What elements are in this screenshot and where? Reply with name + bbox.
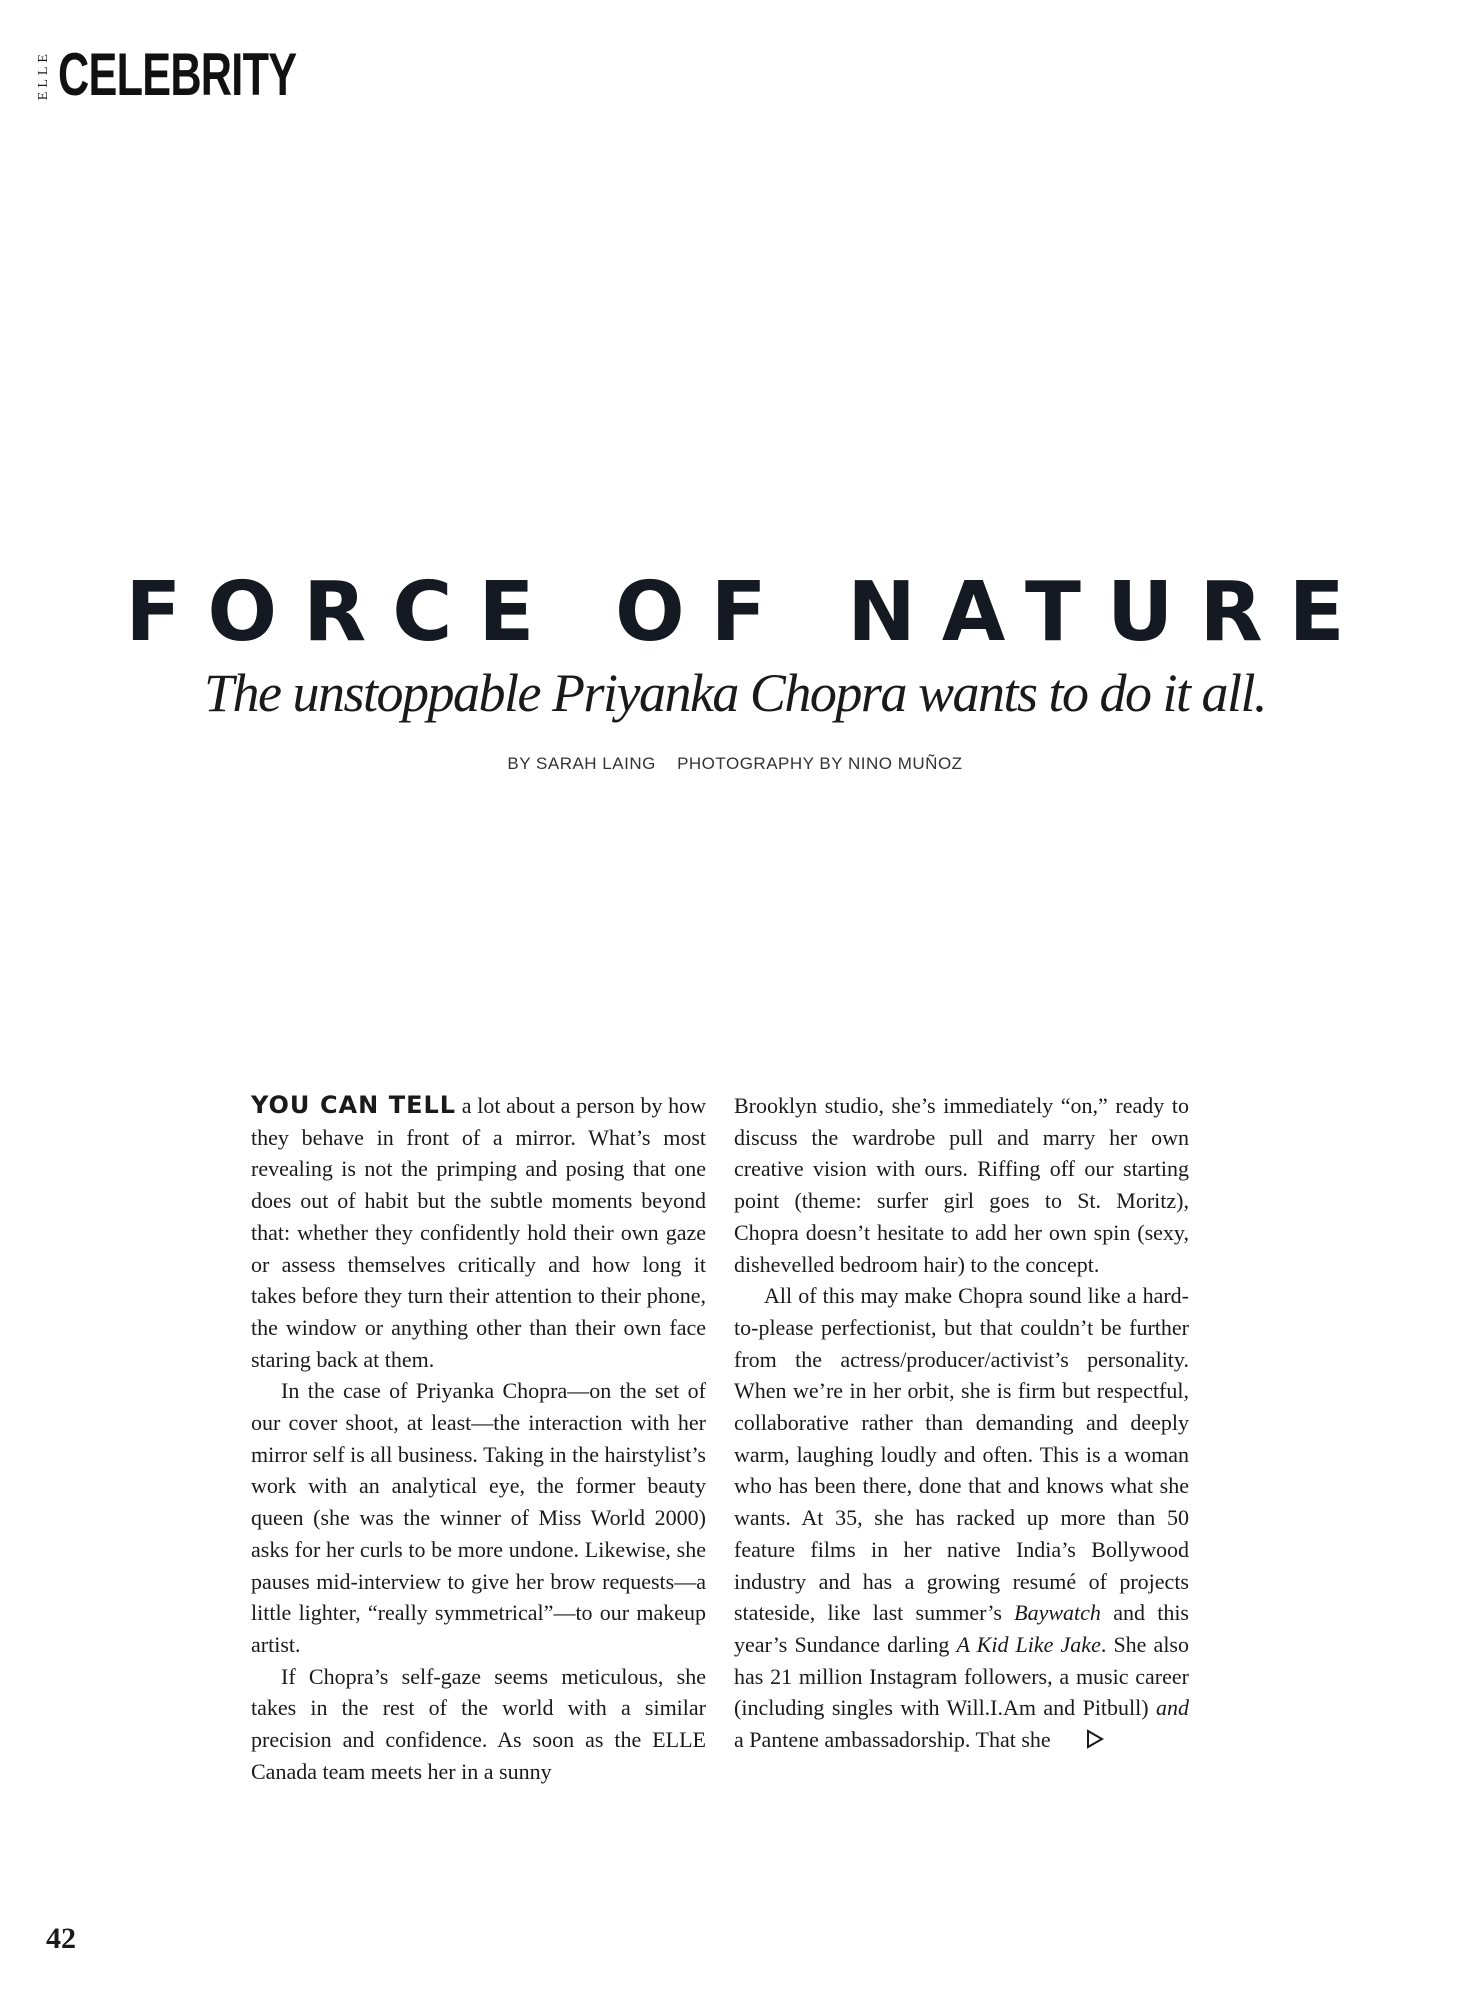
article-dek: The unstoppable Priyanka Chopra wants to do it all. — [203, 663, 1266, 723]
paragraph-text: . She also has 21 million Instagram followers, a music career (including singles with Will.I.Am and Pitbull) — [734, 1631, 1189, 1721]
section-header — [36, 40, 389, 110]
brand-logo: ELLE — [36, 49, 51, 101]
paragraph-text: All of this may make Chopra sound like a hard-to-please perfectionist, but that couldn’t be further from the actress/producer/activist’s personality. When we’re in her orbit, she is firm but respectful, collaborative rather than demanding and deeply warm, laughing loudly and often. This is a woman who has been there, done that and knows what she wants. At 35, she has racked up more than 50 feature films in her native India’s Bollywood industry and has a growing resumé of projects stateside, like last summer’s — [734, 1283, 1189, 1626]
film-title: Baywatch — [1014, 1600, 1101, 1626]
body-column-right — [734, 1090, 1189, 1758]
body-paragraph: Brooklyn studio, she’s immediately “on,” ready to discuss the wardrobe pull and marry her own creative vision with ours. Riffing off our starting point (theme: surfer girl goes to St. Moritz), Chopra doesn’t hesitate to add her own spin (sexy, dishevelled bedroom hair) to the concept. — [734, 1093, 1189, 1277]
byline — [0, 754, 1470, 774]
body-paragraph — [251, 1090, 706, 1375]
lead-in: YOU CAN TELL — [251, 1091, 457, 1119]
body-paragraph: In the case of Priyanka Chopra—on the set of our cover shoot, at least—the interaction with her mirror self is all business. Taking in the hairstylist’s work with an analytical eye, the former beauty queen (she was the winner of Miss World 2000) asks for her curls to be more undone. Likewise, she pauses mid-interview to give her brow requests—a little lighter, “really symmetrical”—to our makeup artist. — [251, 1378, 706, 1657]
byline-writer: BY SARAH LAING — [507, 754, 656, 773]
continue-arrow-icon — [1056, 1726, 1104, 1758]
emphasis-text: and — [1156, 1695, 1189, 1721]
paragraph-text: and this year’s Sundance darling — [734, 1600, 1189, 1657]
section-title: CELEBRITY — [58, 41, 297, 108]
body-paragraph — [734, 1280, 1189, 1758]
body-column-left — [251, 1090, 706, 1787]
byline-photographer: PHOTOGRAPHY BY NINO MUÑOZ — [677, 754, 963, 773]
paragraph-text: a Pantene ambassadorship. That she — [734, 1727, 1051, 1753]
article-title: FORCE OF NATURE — [125, 565, 1371, 660]
body-paragraph: If Chopra’s self-gaze seems meticulous, she takes in the rest of the world with a similar precision and confidence. As soon as the ELLE Canada team meets her in a sunny — [251, 1663, 706, 1784]
film-title: A Kid Like Jake — [956, 1631, 1101, 1657]
paragraph-text: a lot about a person by how they behave in front of a mirror. What’s most revealing is not the primping and posing that one does out of habit but the subtle moments beyond that: whether they confidently hold their own gaze or assess themselves critically and how long it takes before they turn their attention to their phone, the window or anything other than their own face staring back at them. — [251, 1093, 707, 1372]
page-number: 42 — [46, 1922, 76, 1955]
